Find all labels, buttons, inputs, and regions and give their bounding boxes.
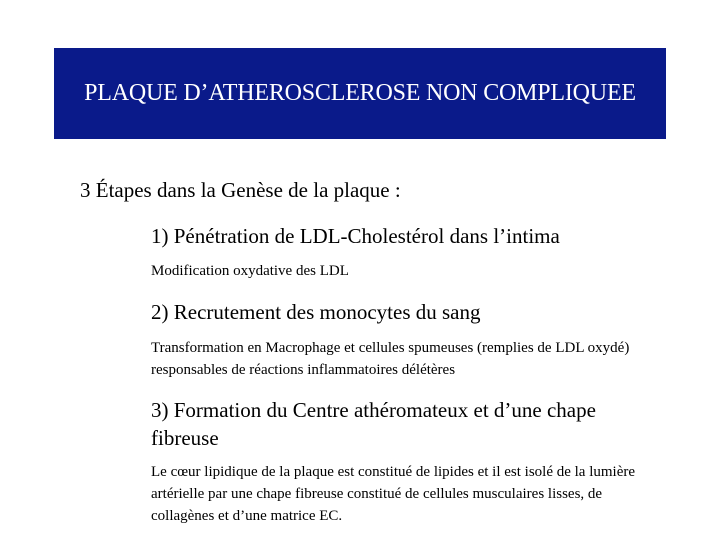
step-2: [151, 298, 651, 381]
step-1-detail: Modification oxydative des LDL: [151, 263, 349, 279]
step-1: [151, 222, 651, 282]
step-1-heading: 1) Pénétration de LDL-Cholestérol dans l’intima: [151, 224, 560, 248]
step-3-heading: 3) Formation du Centre athéromateux et d’une chape fibreuse: [151, 398, 596, 450]
slide-title: PLAQUE D’ATHEROSCLEROSE NON COMPLIQUEE: [84, 80, 636, 106]
step-2-heading: 2) Recrutement des monocytes du sang: [151, 300, 481, 324]
step-3-detail: Le cœur lipidique de la plaque est constitué de lipides et il est isolé de la lumière artérielle par une chape fibreuse constitué de cellules musculaires lisses, de collagènes et d’une matrice EC.: [151, 464, 636, 524]
slide-title-banner: [54, 48, 666, 139]
step-2-detail: Transformation en Macrophage et cellules spumeuses (remplies de LDL oxydé) responsables de réactions inflammatoires délétères: [151, 340, 630, 378]
step-3: [151, 396, 651, 527]
slide-intro: 3 Étapes dans la Genèse de la plaque :: [80, 178, 401, 202]
